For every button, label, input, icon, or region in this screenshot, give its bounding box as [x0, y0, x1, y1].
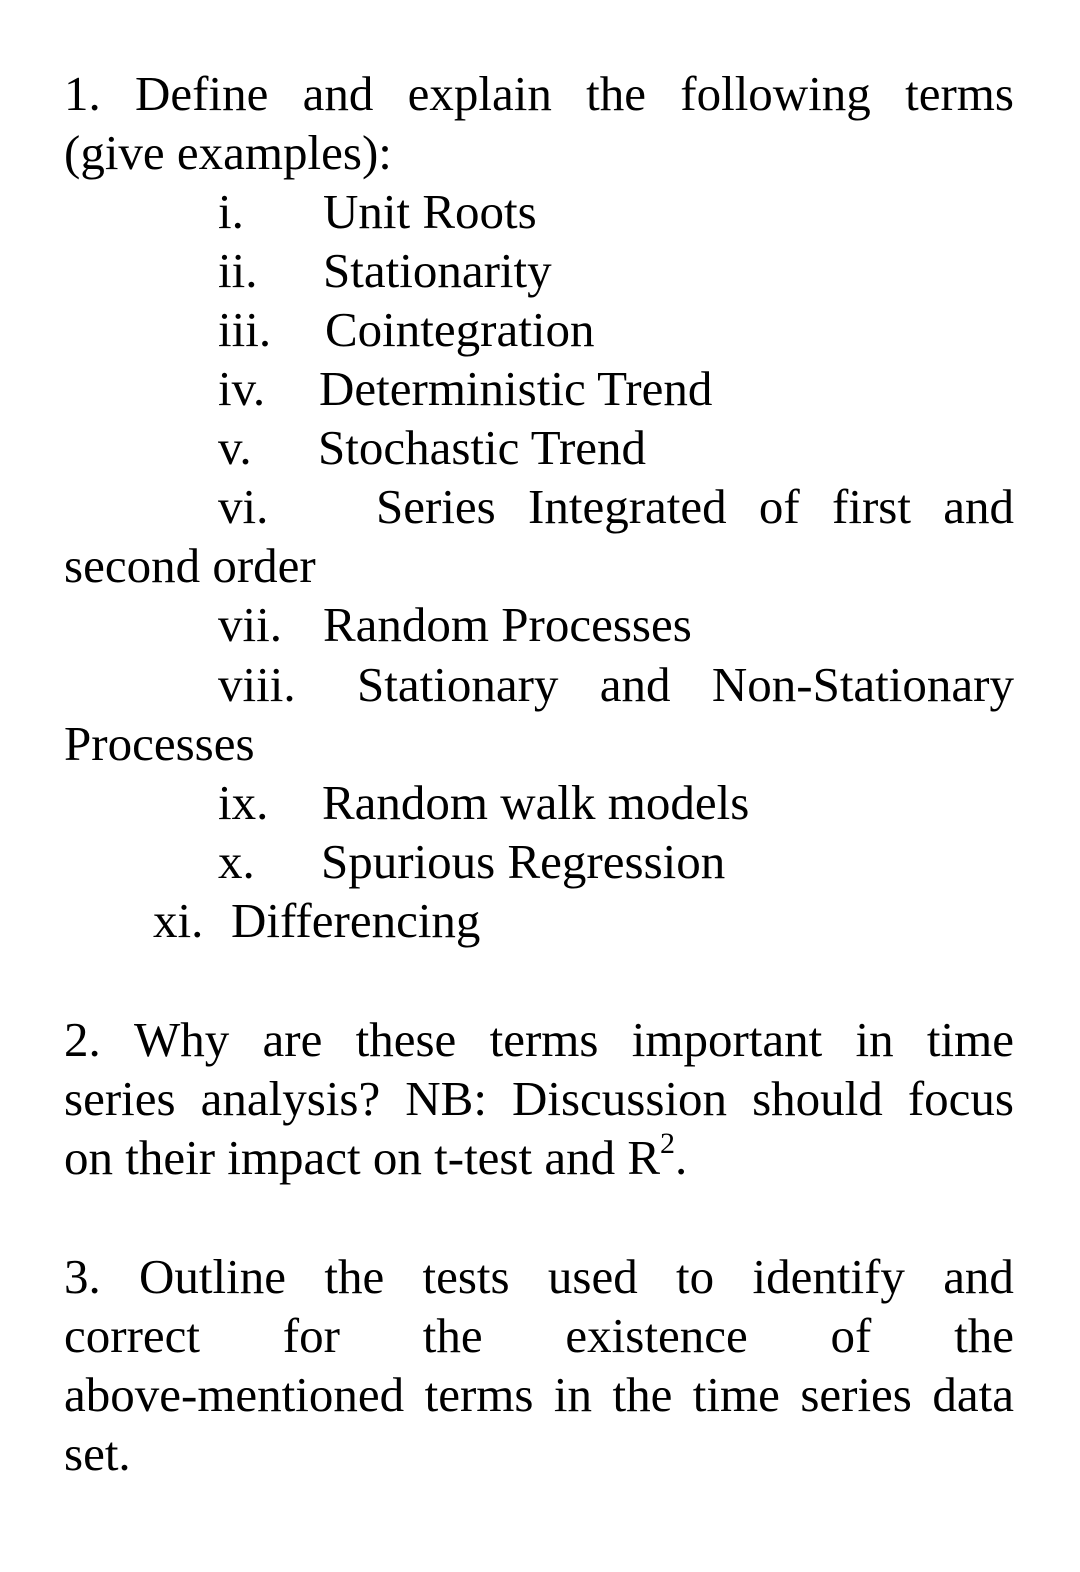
- word: Series: [376, 479, 496, 534]
- list-item-text: Deterministic Trend: [319, 361, 713, 416]
- q3-line-4: set.: [64, 1426, 131, 1481]
- word: the: [422, 1308, 483, 1363]
- list-item-number: ix.: [218, 775, 269, 830]
- list-item-text: Stochastic Trend: [318, 420, 647, 475]
- word: series: [64, 1071, 176, 1126]
- list-item-continuation: second order: [64, 538, 316, 593]
- list-item-text: Random walk models: [322, 775, 750, 830]
- word: Why: [134, 1012, 230, 1067]
- word: Discussion: [511, 1071, 728, 1126]
- text: .: [675, 1130, 688, 1185]
- list-item-text: Random Processes: [323, 597, 692, 652]
- word: explain: [407, 66, 552, 121]
- word: 3.: [64, 1249, 101, 1304]
- word: 1.: [64, 66, 101, 121]
- q2-line-2: [64, 1069, 1014, 1129]
- word: above-mentioned: [64, 1367, 405, 1422]
- list-item-number: x.: [218, 834, 255, 889]
- word: focus: [907, 1071, 1014, 1126]
- word: Define: [135, 66, 269, 121]
- word: and: [599, 657, 671, 712]
- word: to: [676, 1249, 715, 1304]
- word: first: [832, 479, 911, 534]
- list-item-text: Stationarity: [323, 243, 552, 298]
- list-item-text: Cointegration: [325, 302, 595, 357]
- list-item-text: [376, 477, 1014, 537]
- list-item-number: v.: [218, 420, 252, 475]
- superscript: 2: [660, 1126, 676, 1160]
- q2-line-1: [64, 1010, 1014, 1070]
- word: for: [282, 1308, 340, 1363]
- list-item-number: iii.: [218, 302, 272, 357]
- word: in: [855, 1012, 894, 1067]
- word: identify: [752, 1249, 905, 1304]
- word: are: [262, 1012, 323, 1067]
- list-item-number: i.: [218, 184, 244, 239]
- word: and: [302, 66, 374, 121]
- list-item-number: vi.: [218, 479, 269, 534]
- word: time: [692, 1367, 780, 1422]
- word: Stationary: [357, 657, 559, 712]
- word: these: [355, 1012, 457, 1067]
- word: time: [926, 1012, 1014, 1067]
- list-item-text: Spurious Regression: [321, 834, 726, 889]
- word: Outline: [139, 1249, 287, 1304]
- text: on their impact on t-test and R: [64, 1130, 661, 1185]
- q1-line-1: [64, 64, 1014, 124]
- list-item-number: ii.: [218, 243, 258, 298]
- word: and: [943, 1249, 1014, 1304]
- q3-line-3: [64, 1365, 1014, 1425]
- list-item-number: iv.: [218, 361, 266, 416]
- q2-line-3: [64, 1128, 1014, 1188]
- word: tests: [422, 1249, 510, 1304]
- word: correct: [64, 1308, 200, 1363]
- word: and: [943, 479, 1014, 534]
- word: of: [830, 1308, 872, 1363]
- word: analysis?: [200, 1071, 381, 1126]
- word: terms: [489, 1012, 599, 1067]
- word: the: [954, 1308, 1014, 1363]
- list-item-text: [357, 655, 1014, 715]
- word: 2.: [64, 1012, 101, 1067]
- word: following: [680, 66, 871, 121]
- list-item-text: Unit Roots: [323, 184, 537, 239]
- word: series: [800, 1367, 912, 1422]
- word: terms: [424, 1367, 534, 1422]
- word: of: [758, 479, 800, 534]
- list-item-number: vii.: [218, 597, 282, 652]
- word: the: [586, 66, 646, 121]
- word: NB:: [405, 1071, 487, 1126]
- word: terms: [905, 66, 1014, 121]
- word: data: [932, 1367, 1014, 1422]
- list-item-continuation: Processes: [64, 716, 255, 771]
- word: in: [553, 1367, 593, 1422]
- q3-line-2: [64, 1306, 1014, 1366]
- word: should: [752, 1071, 883, 1126]
- word: Non-Stationary: [711, 657, 1014, 712]
- q1-line-2: (give examples):: [64, 125, 392, 180]
- word: the: [324, 1249, 385, 1304]
- q3-line-1: [64, 1247, 1014, 1307]
- word: important: [631, 1012, 823, 1067]
- word: used: [547, 1249, 638, 1304]
- list-item-number: viii.: [218, 657, 296, 712]
- list-item-number: xi.: [153, 893, 204, 948]
- word: Integrated: [528, 479, 727, 534]
- word: existence: [565, 1308, 748, 1363]
- list-item-text: Differencing: [231, 893, 481, 948]
- word: the: [612, 1367, 673, 1422]
